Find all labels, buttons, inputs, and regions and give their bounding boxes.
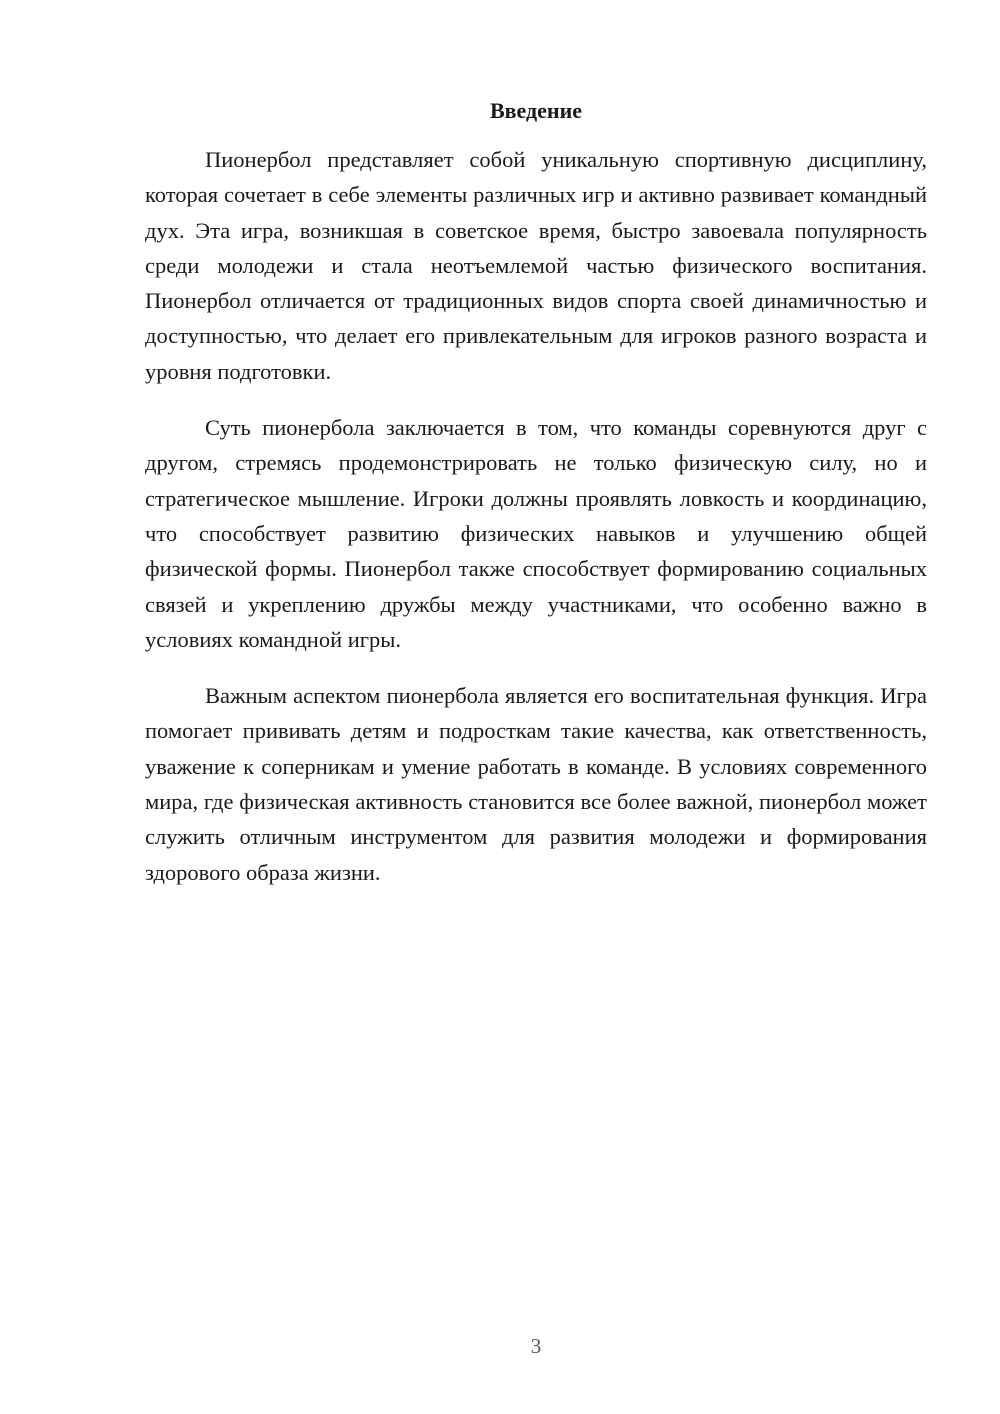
section-heading: Введение xyxy=(489,98,583,123)
body-text xyxy=(145,142,927,911)
paragraph: Пионербол представляет собой уникальную спортивную дисциплину, которая сочетает в себе элементы различных игр и активно развивает командный дух. Эта игра, возникшая в советское время, быстро завоевала популярность среди молодежи и стала неотъемлемой частью физического воспитания. Пионербол отличается от традиционных видов спорта своей динамичностью и доступностью, что делает его привлекательным для игроков разного возраста и уровня подготовки. xyxy=(145,147,927,384)
page-number: 3 xyxy=(530,1334,542,1358)
paragraph: Суть пионербола заключается в том, что команды соревнуются друг с другом, стремясь продемонстрировать не только физическую силу, но и стратегическое мышление. Игроки должны проявлять ловкость и координацию, что способствует развитию физических навыков и улучшению общей физической формы. Пионербол также способствует формированию социальных связей и укреплению дружбы между участниками, что особенно важно в условиях командной игры. xyxy=(145,415,927,652)
paragraph: Важным аспектом пионербола является его воспитательная функция. Игра помогает прививать детям и подросткам такие качества, как ответственность, уважение к соперникам и умение работать в команде. В условиях современного мира, где физическая активность становится все более важной, пионербол может служить отличным инструментом для развития молодежи и формирования здорового образа жизни. xyxy=(145,683,927,885)
